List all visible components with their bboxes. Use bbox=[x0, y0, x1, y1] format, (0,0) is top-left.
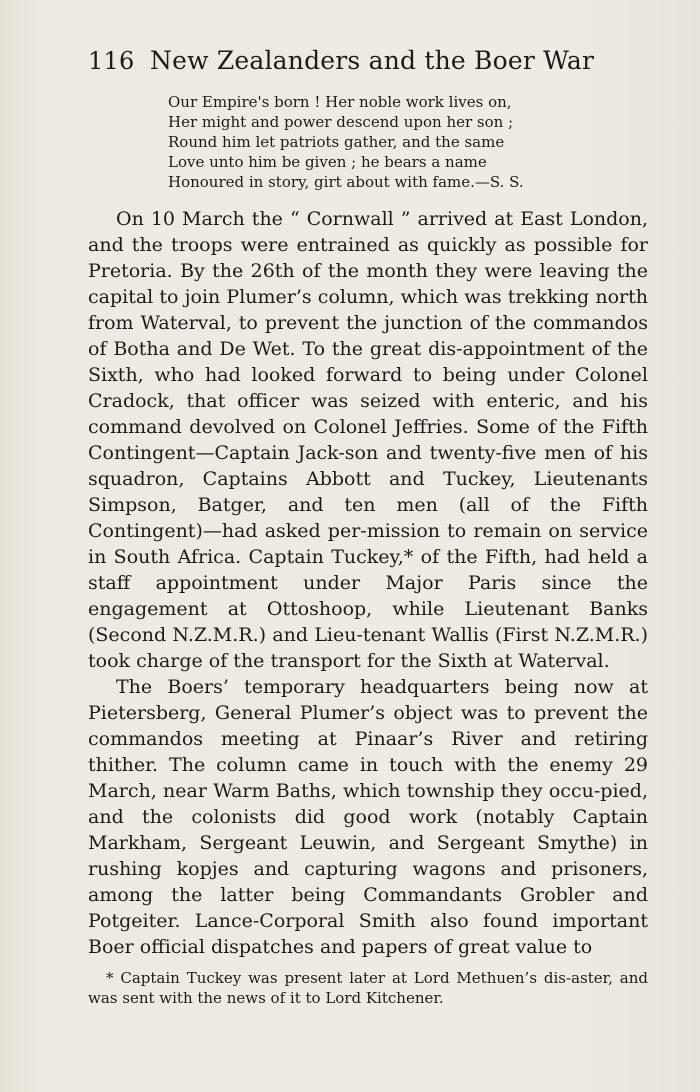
running-title: New Zealanders and the Boer War bbox=[150, 46, 595, 75]
epigraph-poem bbox=[168, 92, 648, 192]
running-head bbox=[88, 46, 648, 86]
paragraph: On 10 March the “ Cornwall ” arrived at East London, and the troops were entrained as quickly as possible for Pretoria. By the 26th of the month they were leaving the capital to join Plumer’s column, which was trekking north from Waterval, to prevent the junction of the commandos of Botha and De Wet. To the great dis-appointment of the Sixth, who had looked forward to being under Colonel Cradock, that officer was seized with enteric, and his command devolved on Colonel Jeffries. Some of the Fifth Contingent—Captain Jack-son and twenty-five men of his squadron, Captains Abbott and Tuckey, Lieutenants Simpson, Batger, and ten men (all of the Fifth Contingent)—had asked per-mission to remain on service in South Africa. Captain Tuckey,* of the Fifth, had held a staff appointment under Major Paris since the engagement at Ottoshoop, while Lieutenant Banks (Second N.Z.M.R.) and Lieu-tenant Wallis (First N.Z.M.R.) took charge of the transport for the Sixth at Waterval. bbox=[88, 208, 648, 672]
poem-line: Round him let patriots gather, and the same bbox=[168, 133, 505, 151]
poem-line: Love unto him be given ; he bears a name bbox=[168, 153, 487, 171]
page-number: 116 bbox=[88, 47, 135, 75]
poem-line: Honoured in story, girt about with fame.—S. S. bbox=[168, 173, 524, 191]
main-text bbox=[88, 206, 648, 960]
poem-line: Our Empire's born ! Her noble work lives on, bbox=[168, 93, 512, 111]
footnote: * Captain Tuckey was present later at Lord Methuen’s dis-aster, and was sent with the news of it to Lord Kitchener. bbox=[88, 969, 648, 1007]
poem-line: Her might and power descend upon her son ; bbox=[168, 113, 514, 131]
paragraph: The Boers’ temporary headquarters being now at Pietersberg, General Plumer’s object was to prevent the commandos meeting at Pinaar’s River and retiring thither. The column came in touch with the enemy 29 March, near Warm Baths, which township they occu-pied, and the colonists did good work (notably Captain Markham, Sergeant Leuwin, and Sergeant Smythe) in rushing kopjes and capturing wagons and prisoners, among the latter being Commandants Grobler and Potgeiter. Lance-Corporal Smith also found important Boer official dispatches and papers of great value to bbox=[88, 676, 648, 958]
